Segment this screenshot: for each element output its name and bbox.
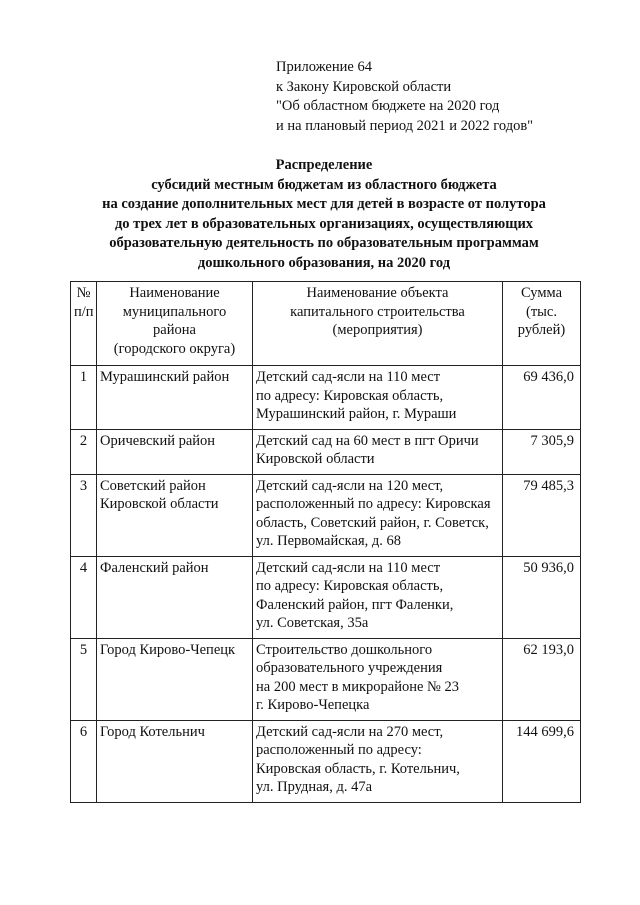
row-object: Строительство дошкольного образовательного учреждения на 200 мест в микрорайоне № 23 г. Кирово-Чепецка [253, 638, 503, 720]
appendix-line: и на плановый период 2021 и 2022 годов" [276, 117, 534, 134]
row-sum: 79 485,3 [503, 474, 581, 556]
row-district: Город Кирово-Чепецк [97, 638, 253, 720]
subsidy-table [70, 281, 581, 803]
row-district: Фаленский район [97, 556, 253, 638]
header-num: № п/п [71, 282, 97, 366]
header-sum: Сумма (тыс. рублей) [503, 282, 581, 366]
row-num: 4 [71, 556, 97, 638]
table-header-row [71, 282, 581, 366]
row-object: Детский сад-ясли на 270 мест, расположенный по адресу: Кировская область, г. Котельнич, ул. Прудная, д. 47а [253, 720, 503, 802]
table-row [71, 474, 581, 556]
row-object: Детский сад-ясли на 120 мест, расположенный по адресу: Кировская область, Советский район, г. Советск, ул. Первомайская, д. 68 [253, 474, 503, 556]
table-row [71, 429, 581, 474]
header-district: Наименование муниципального района (городского округа) [97, 282, 253, 366]
header-object: Наименование объекта капитального строительства (мероприятия) [253, 282, 503, 366]
row-num: 5 [71, 638, 97, 720]
row-sum: 50 936,0 [503, 556, 581, 638]
table-row [71, 638, 581, 720]
row-district: Мурашинский район [97, 366, 253, 430]
row-num: 1 [71, 366, 97, 430]
row-district: Город Котельнич [97, 720, 253, 802]
appendix-line: "Об областном бюджете на 2020 год [276, 98, 500, 114]
row-num: 3 [71, 474, 97, 556]
title-line: до трех лет в образовательных организациях, осуществляющих [114, 215, 534, 232]
document-title [60, 156, 588, 273]
table-row [71, 556, 581, 638]
row-num: 6 [71, 720, 97, 802]
row-object: Детский сад на 60 мест в пгт Оричи Кировской области [253, 429, 503, 474]
row-sum: 7 305,9 [503, 429, 581, 474]
row-sum: 62 193,0 [503, 638, 581, 720]
title-line: на создание дополнительных мест для детей в возрасте от полутора [102, 196, 546, 212]
title-line: образовательную деятельность по образовательным программам [109, 235, 539, 251]
appendix-header [276, 58, 533, 136]
title-line: субсидий местным бюджетам из областного бюджета [151, 176, 497, 193]
appendix-line: к Закону Кировской области [276, 78, 452, 95]
row-sum: 144 699,6 [503, 720, 581, 802]
row-num: 2 [71, 429, 97, 474]
row-district: Советский район Кировской области [97, 474, 253, 556]
row-object: Детский сад-ясли на 110 мест по адресу: Кировская область, Фаленский район, пгт Фаленки, ул. Советская, 35а [253, 556, 503, 638]
appendix-line: Приложение 64 [276, 59, 372, 75]
title-line: Распределение [275, 157, 373, 173]
row-sum: 69 436,0 [503, 366, 581, 430]
title-line: дошкольного образования, на 2020 год [197, 254, 451, 271]
row-district: Оричевский район [97, 429, 253, 474]
table-row [71, 720, 581, 802]
row-object: Детский сад-ясли на 110 мест по адресу: Кировская область, Мурашинский район, г. Мураши [253, 366, 503, 430]
table-row [71, 366, 581, 430]
